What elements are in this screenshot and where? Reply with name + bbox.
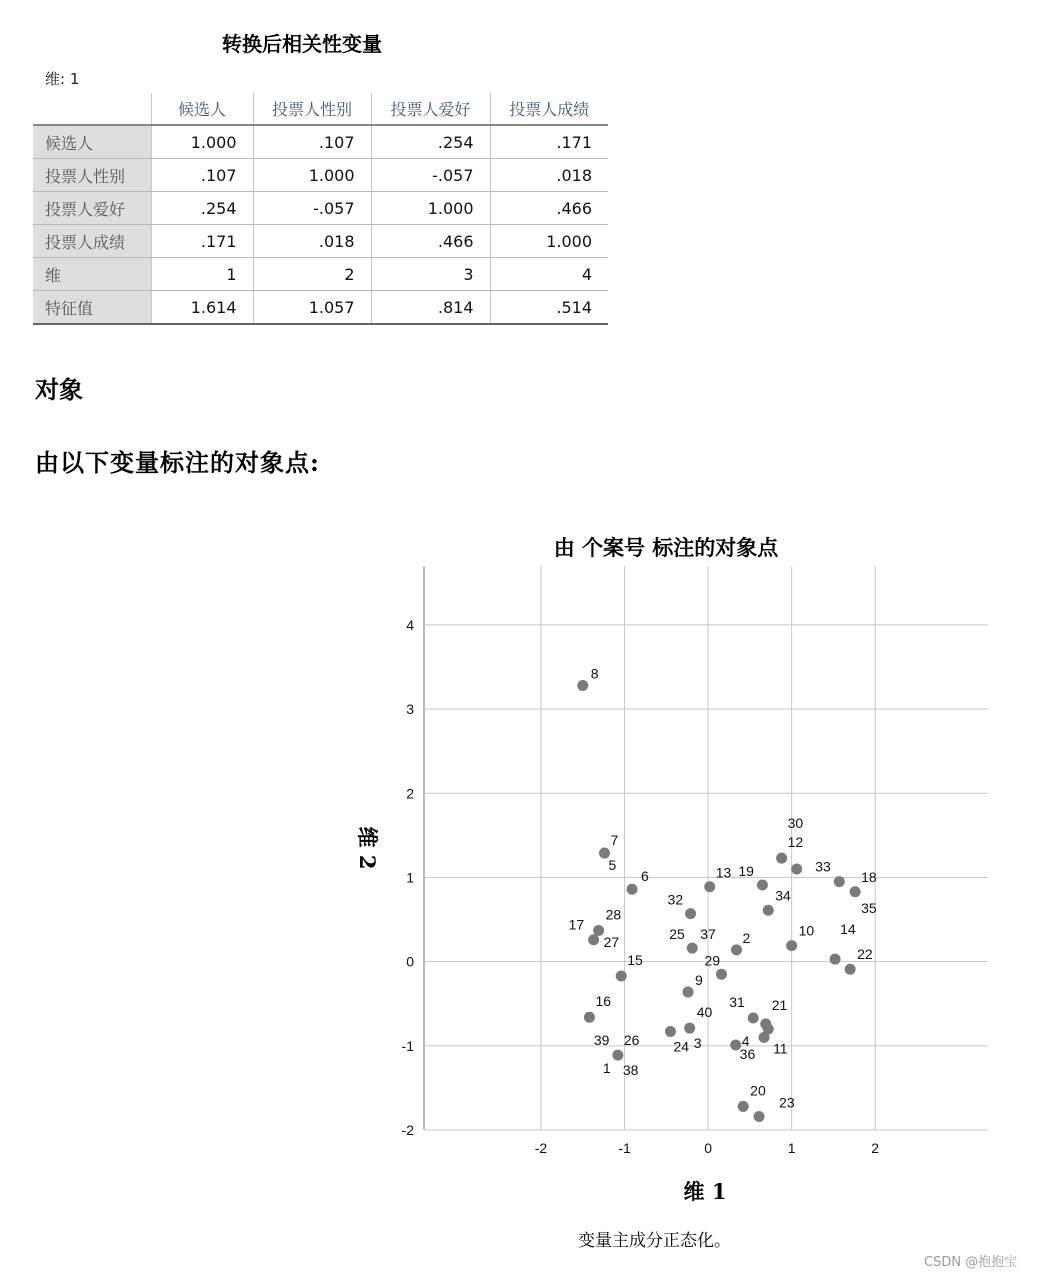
column-header: 投票人爱好 xyxy=(371,93,490,125)
y-tick-label: -1 xyxy=(401,1037,414,1054)
data-point-label: 5 xyxy=(608,857,617,874)
data-point-label: 14 xyxy=(840,921,856,938)
table-cell: 1.000 xyxy=(151,125,253,159)
data-point-label: 3 xyxy=(693,1035,702,1052)
data-point-label: 38 xyxy=(622,1062,639,1079)
data-point xyxy=(716,969,727,980)
x-tick-label: -1 xyxy=(618,1140,631,1156)
y-tick-label: 1 xyxy=(406,869,414,886)
row-header: 特征值 xyxy=(33,291,151,325)
y-axis-label: 维 2 xyxy=(355,826,380,870)
table-cell: .254 xyxy=(151,192,253,225)
data-point-label: 40 xyxy=(696,1004,713,1021)
table-cell: 3 xyxy=(371,258,490,291)
data-point-label: 28 xyxy=(605,906,622,923)
dimension-note: 维: 1 xyxy=(45,70,80,88)
row-header: 投票人爱好 xyxy=(33,192,151,225)
y-tick-label: -2 xyxy=(401,1122,414,1138)
table-cell: -.057 xyxy=(371,159,490,192)
data-point xyxy=(786,940,797,951)
x-tick-label: 2 xyxy=(871,1140,880,1156)
table-cell: 1.614 xyxy=(151,291,253,325)
data-point xyxy=(687,943,698,954)
data-point-label: 7 xyxy=(610,832,619,849)
table-cell: .466 xyxy=(490,192,608,225)
data-point-label: 2 xyxy=(742,929,751,946)
data-point xyxy=(748,1013,759,1024)
chart-point-labels xyxy=(569,666,877,1111)
data-point xyxy=(704,881,715,892)
data-point-label: 6 xyxy=(641,868,649,885)
table-cell: 1.000 xyxy=(371,192,490,225)
data-point-label: 25 xyxy=(669,926,685,943)
table-cell: .107 xyxy=(253,125,371,159)
data-point-label: 36 xyxy=(739,1045,756,1062)
data-point xyxy=(845,964,856,975)
row-header: 投票人性别 xyxy=(33,159,151,192)
table-cell: 1.000 xyxy=(253,159,371,192)
x-axis-label: 维 1 xyxy=(683,1179,727,1204)
data-point-label: 16 xyxy=(595,993,612,1010)
data-point xyxy=(731,944,742,955)
data-point xyxy=(612,1050,623,1061)
column-header: 投票人性别 xyxy=(253,93,371,125)
table-cell: .466 xyxy=(371,225,490,258)
data-point-label: 31 xyxy=(729,994,745,1011)
data-point xyxy=(593,925,604,936)
x-tick-label: -2 xyxy=(534,1140,548,1156)
data-point-label: 32 xyxy=(667,891,684,908)
table-cell: .171 xyxy=(490,125,608,159)
data-point xyxy=(754,1111,765,1122)
data-point-label: 26 xyxy=(623,1032,640,1049)
data-point-label: 21 xyxy=(771,996,788,1013)
data-point xyxy=(850,886,861,897)
data-point-label: 39 xyxy=(593,1032,610,1049)
row-header: 维 xyxy=(33,258,151,291)
data-point xyxy=(588,934,599,945)
chart-ticks xyxy=(402,617,880,1156)
data-point xyxy=(830,954,841,965)
chart-title: 由 个案号 标注的对象点 xyxy=(553,535,779,560)
data-point xyxy=(665,1026,676,1037)
data-point-label: 8 xyxy=(590,665,599,682)
data-point xyxy=(584,1012,595,1023)
data-point xyxy=(757,880,768,891)
data-point-label: 23 xyxy=(779,1094,795,1111)
x-tick-label: 0 xyxy=(704,1140,712,1156)
data-point-label: 1 xyxy=(602,1060,611,1077)
row-header: 候选人 xyxy=(33,125,151,159)
data-point xyxy=(834,876,845,887)
watermark: CSDN @抱抱宝 xyxy=(924,1255,1018,1270)
data-point xyxy=(763,905,774,916)
table-cell: .107 xyxy=(151,159,253,192)
data-point xyxy=(683,986,694,997)
data-point-label: 12 xyxy=(787,834,804,851)
data-point xyxy=(791,864,802,875)
table-cell: 1.000 xyxy=(490,225,608,258)
y-tick-label: 2 xyxy=(406,785,414,802)
data-point-label: 4 xyxy=(741,1032,750,1049)
data-point-label: 17 xyxy=(568,916,585,933)
data-point-label: 15 xyxy=(627,951,643,968)
x-tick-label: 1 xyxy=(787,1140,796,1156)
table-cell: .171 xyxy=(151,225,253,258)
table-cell: 1 xyxy=(151,258,253,291)
column-header: 候选人 xyxy=(151,93,253,125)
data-point-label: 11 xyxy=(773,1040,788,1057)
section-heading-object-points: 由以下变量标注的对象点: xyxy=(35,448,320,477)
data-point-label: 20 xyxy=(750,1082,766,1099)
data-point-label: 29 xyxy=(704,952,721,969)
table-cell: .514 xyxy=(490,291,608,325)
data-point xyxy=(759,1032,770,1043)
table-cell: .018 xyxy=(253,225,371,258)
row-header: 投票人成绩 xyxy=(33,225,151,258)
data-point-label: 34 xyxy=(775,887,791,904)
data-point-label: 33 xyxy=(815,858,831,875)
data-point xyxy=(738,1101,749,1112)
data-point-label: 10 xyxy=(798,922,815,939)
data-point-label: 18 xyxy=(861,868,877,885)
data-point-label: 22 xyxy=(857,946,873,963)
chart-footnote: 变量主成分正态化。 xyxy=(578,1231,731,1251)
data-point xyxy=(616,970,627,981)
table-cell: -.057 xyxy=(253,192,371,225)
section-heading-objects: 对象 xyxy=(35,375,83,404)
data-point xyxy=(577,680,588,691)
data-point-label: 24 xyxy=(673,1038,690,1055)
data-point-label: 37 xyxy=(700,926,716,943)
data-point-label: 30 xyxy=(787,815,804,832)
table-cell: 1.057 xyxy=(253,291,371,325)
table-title: 转换后相关性变量 xyxy=(222,32,382,56)
table-cell: .814 xyxy=(371,291,490,325)
column-header: 投票人成绩 xyxy=(490,93,608,125)
data-point xyxy=(776,853,787,864)
data-point-label: 27 xyxy=(603,933,620,950)
y-tick-label: 3 xyxy=(406,701,414,718)
y-tick-label: 0 xyxy=(406,953,414,970)
data-point-label: 13 xyxy=(715,864,732,881)
data-point-label: 19 xyxy=(738,863,754,880)
table-cell: .254 xyxy=(371,125,490,159)
data-point xyxy=(684,1023,695,1034)
table-cell: 4 xyxy=(490,258,608,291)
data-point-label: 9 xyxy=(695,971,703,988)
data-point xyxy=(685,908,696,919)
chart-grid xyxy=(424,566,988,1130)
table-cell: 2 xyxy=(253,258,371,291)
data-point-label: 35 xyxy=(861,899,877,916)
data-point xyxy=(627,884,638,895)
y-tick-label: 4 xyxy=(406,616,414,633)
table-cell: .018 xyxy=(490,159,608,192)
chart-points xyxy=(577,680,860,1122)
